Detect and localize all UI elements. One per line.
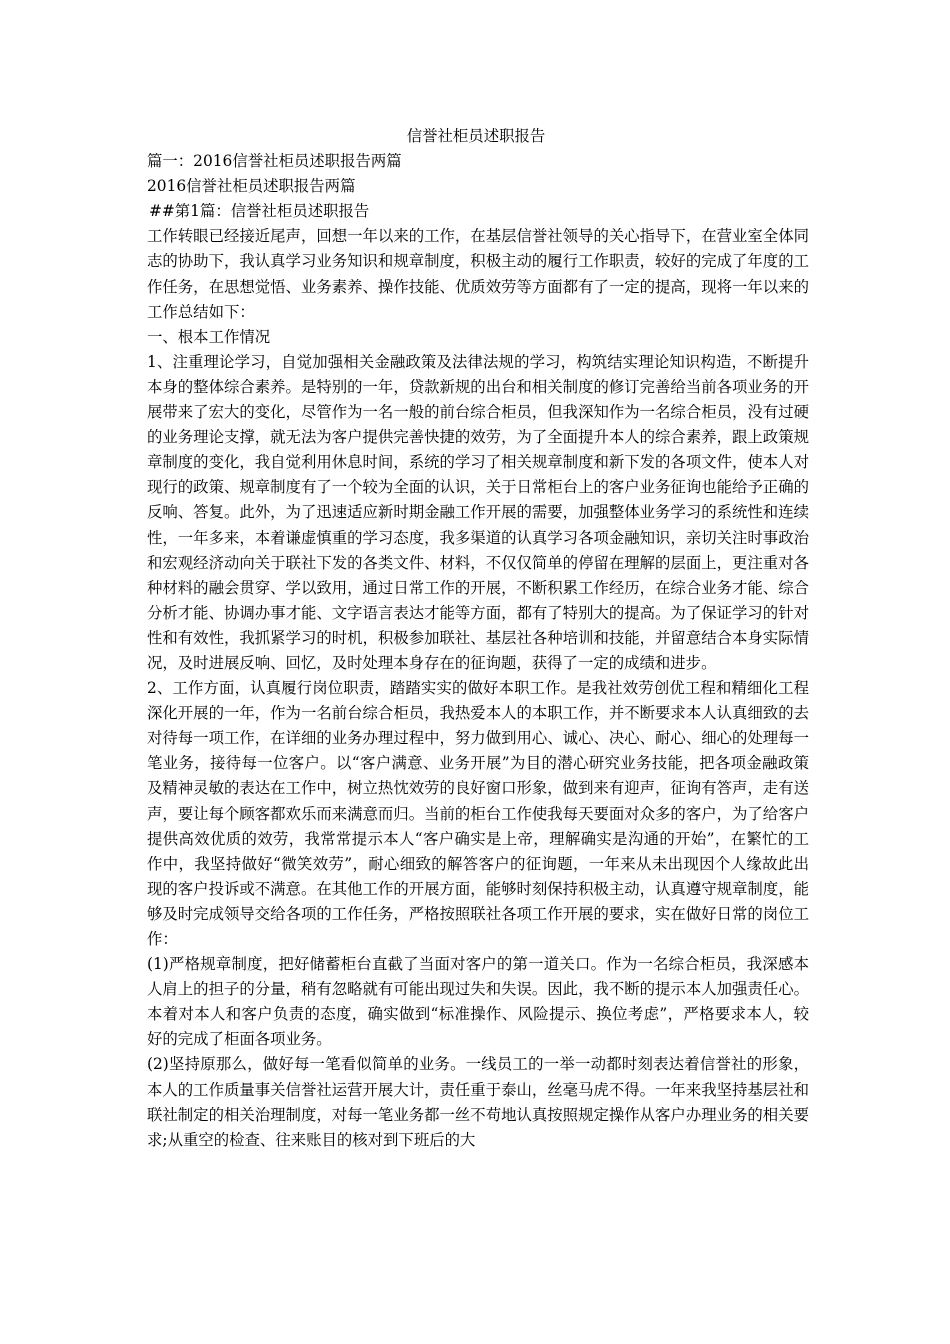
chapter-heading: 篇一：2016信誉社柜员述职报告两篇 [147,152,402,171]
section-one-heading: 一、根本工作情况 [147,327,271,346]
item-1-paragraph: (1)严格规章制度，把好储蓄柜台直截了当面对客户的第一道关口。作为一名综合柜员，我深感本人肩上的担子的分量，稍有忽略就有可能出现过失和失误。因此，我不断的提示本人加强责任心。本着对本人和客户负责的态度，确实做到“标准操作、风险提示、换位考虑”，严格要求本人，较好的完成了柜面各项业务。 [147,955,809,1049]
document-title: 信誉社柜员述职报告 [406,127,546,145]
theory-study-paragraph: 1、注重理论学习，自觉加强相关金融政策及法律法规的学习，构筑结实理论知识构造，不断提升本身的整体综合素养。是特别的一年，贷款新规的出台和相关制度的修订完善给当前各项业务的开展带来了宏大的变化，尽管作为一名一般的前台综合柜员，但我深知作为一名综合柜员，没有过硬的业务理论支撑，就无法为客户提供完善快捷的效劳，为了全面提升本人的综合素养，跟上政策规章制度的变化，我自觉利用休息时间，系统的学习了相关规章制度和新下发的各项文件，使本人对现行的政策、规章制度有了一个较为全面的认识，关于日常柜台上的客户业务征询也能给予正确的反响、答复。此外，为了迅速适应新时期金融工作开展的需要，加强整体业务学习的系统性和连续性，一年多来，本着谦虚慎重的学习态度，我多渠道的认真学习各项金融知识，亲切关注时事政治和宏观经济动向关于联社下发的各类文件、材料，不仅仅简单的停留在理解的层面上，更注重对各种材料的融会贯穿、学以致用，通过日常工作的开展，不断积累工作经历，在综合业务才能、综合分析才能、协调办事才能、文字语言表达才能等方面，都有了特别大的提高。为了保证学习的针对性和有效性，我抓紧学习的时机，积极参加联社、基层社各种培训和技能，并留意结合本身实际情况，及时进展反响、回忆，及时处理本身存在的征询题，获得了一定的成绩和进步。 [147,352,809,672]
document-body [143,124,809,1153]
subtitle: 2016信誉社柜员述职报告两篇 [147,177,356,196]
work-aspect-paragraph: 2、工作方面，认真履行岗位职责，踏踏实实的做好本职工作。是我社效劳创优工程和精细化工程深化开展的一年，作为一名前台综合柜员，我热爱本人的本职工作，并不断要求本人认真细致的去对待每一项工作，在详细的业务办理过程中，努力做到用心、诚心、决心、耐心、细心的处理每一笔业务，接待每一位客户。以“客户满意、业务开展”为目的潜心研究业务技能，把各项金融政策及精神灵敏的表达在工作中，树立热忱效劳的良好窗口形象，做到来有迎声，征询有答声，走有送声，要让每个顾客都欢乐而来满意而归。当前的柜台工作使我每天要面对众多的客户，为了给客户提供高效优质的效劳，我常常提示本人“客户确实是上帝，理解确实是沟通的开始”，在繁忙的工作中，我坚持做好“微笑效劳”，耐心细致的解答客户的征询题，一年来从未出现因个人缘故此出现的客户投诉或不满意。在其他工作的开展方面，能够时刻保持积极主动，认真遵守规章制度，能够及时完成领导交给各项的工作任务，严格按照联社各项工作开展的要求，实在做好日常的岗位工作： [147,679,809,948]
item-2-paragraph: (2)坚持原那么，做好每一笔看似简单的业务。一线员工的一举一动都时刻表达着信誉社的形象，本人的工作质量事关信誉社运营开展大计，责任重于泰山，丝毫马虎不得。一年来我坚持基层社和联社制定的相关治理制度，对每一笔业务都一丝不苟地认真按照规定操作从客户办理业务的相关要求;从重空的检查、往来账目的核对到下班后的大 [147,1055,809,1149]
intro-paragraph: 工作转眼已经接近尾声，回想一年以来的工作，在基层信誉社领导的关心指导下，在营业室全体同志的协助下，我认真学习业务知识和规章制度，积极主动的履行工作职责，较好的完成了年度的工作任务，在思想觉悟、业务素养、操作技能、优质效劳等方面都有了一定的提高，现将一年以来的工作总结如下： [147,227,809,321]
section-heading: ##第1篇：信誉社柜员述职报告 [149,202,370,221]
